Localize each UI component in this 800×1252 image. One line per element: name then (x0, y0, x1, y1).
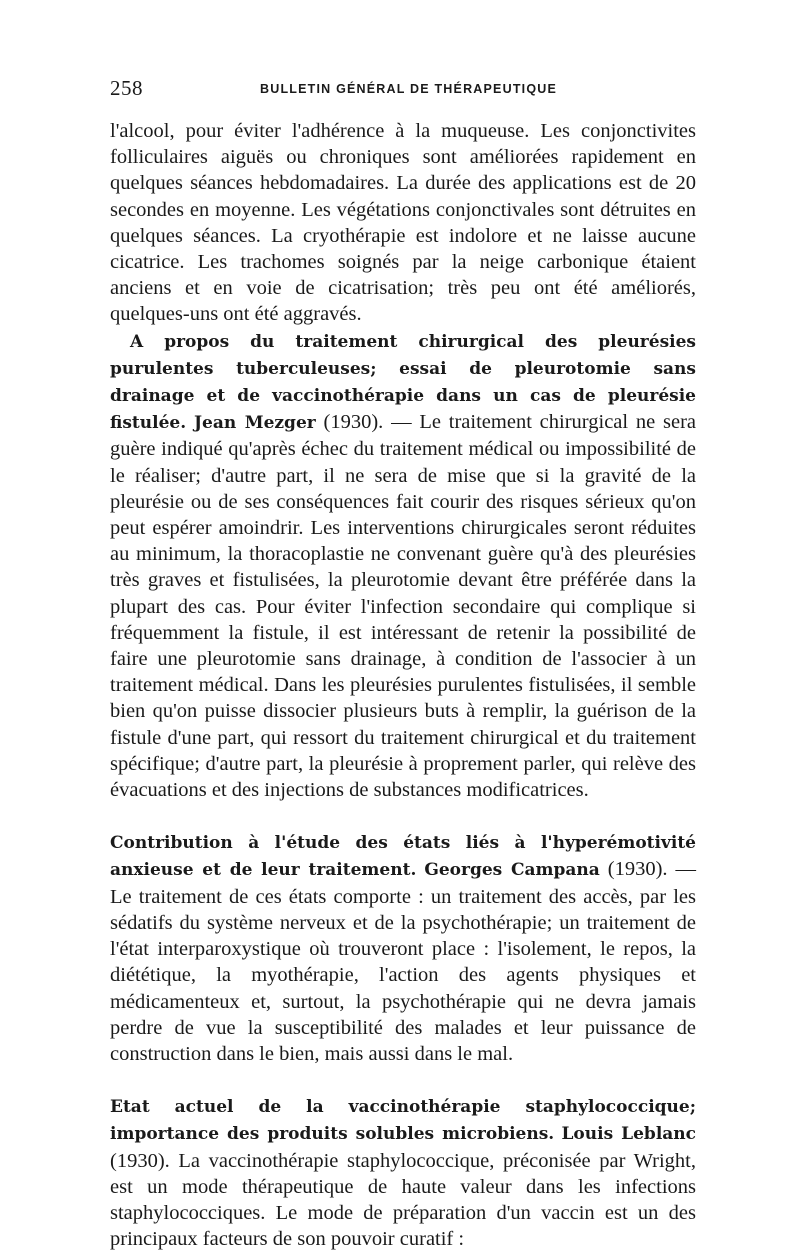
paragraph-text: l'alcool, pour éviter l'adhérence à la muqueuse. Les conjonctivites folliculaires aiguës ou chroniques sont améliorées rapidement en quelques séances hebdomadaires. La durée des applications est de 20 secondes en moyenne. Les végétations conjonctivales sont détruites en quelques séances. La cryothérapie est indolore et ne laisse aucune cicatrice. Les trachomes soignés par la neige carbonique étaient anciens et en voie de cicatrisation; très peu ont été améliorés, quelques-uns ont été aggravés. (110, 120, 696, 326)
article-pleuresies (110, 328, 696, 804)
article-text: La vaccinothérapie staphylococcique, préconisée par Wright, est un mode thérapeutique de haute valeur dans les infections staphylococciques. Le mode de préparation d'un vaccin est un des principaux facteurs de son pouvoir curatif : (110, 1149, 697, 1251)
article-text: — Le traitement de ces états comporte : un traitement des accès, par les sédatifs du système nerveux et de la psychothérapie; un traitement de l'état interparoxystique où trouveront place : l'isolement, le repos, la diététique, la myothérapie, l'action des agents physiques et médicamenteux et, surtout, la psychothérapie qui ne devra jamais perdre de vue la susceptibilité des malades et leur puissance de construction dans le bien, mais aussi dans le mal. (110, 858, 697, 1065)
page-number: 258 (110, 76, 143, 100)
article-title: A propos du traitement chirurgical des pleurésies purulentes tuberculeuses; essai de pleurotomie sans drainage et de vaccinothérapie dans un cas de pleurésie fistulée. (110, 331, 696, 434)
article-title: Etat actuel de la vaccinothérapie staphylococcique; importance des produits solubles microbiens. (110, 1097, 696, 1145)
page (110, 72, 696, 1252)
article-author: Jean Mezger (193, 413, 316, 434)
running-head (110, 72, 696, 102)
article-text: — Le traitement chirurgical ne sera guère indiqué qu'après échec du traitement médical ou impossibilité de le réaliser; d'autre part, il ne sera de mise que si la gravité de la pleurésie ou de ses conséquences fait courir des risques sérieux qu'on peut espérer amoindrir. Les interventions chirurgicales seront réduites au minimum, la thoracoplastie ne convenant guère qu'à des pleurésies très graves et fistulisées, la pleurotomie devant être préférée dans la plupart des cas. Pour éviter l'infection secondaire qui complique si fréquemment la fistule, il est intéressant de retenir la possibilité de faire une pleurotomie sans drainage, à condition de l'associer à un traitement médical. Dans les pleurésies purulentes fistulisées, il semble bien qu'on puisse dissocier plusieurs buts à remplir, la guérison de la fistule d'une part, qui ressort du traitement chirurgical et du traitement spécifique; d'autre part, la pleurésie à proprement parler, qui relève des évacuations et des injections de substances modificatrices. (110, 411, 697, 802)
article-author: Louis Leblanc (561, 1124, 697, 1145)
article-title: Contribution à l'étude des états liés à l'hyperémotivité anxieuse et de leur traitement. (110, 833, 696, 881)
article-year: (1930). (110, 1149, 170, 1172)
paragraph-cryotherapie (110, 118, 696, 328)
article-year: (1930). (323, 411, 384, 434)
article-hyperemotivite (110, 829, 696, 1067)
article-author: Georges Campana (424, 860, 600, 881)
article-vaccinotherapie (110, 1093, 696, 1252)
journal-title: BULLETIN GÉNÉRAL DE THÉRAPEUTIQUE (260, 82, 558, 96)
article-year: (1930). (607, 858, 668, 881)
